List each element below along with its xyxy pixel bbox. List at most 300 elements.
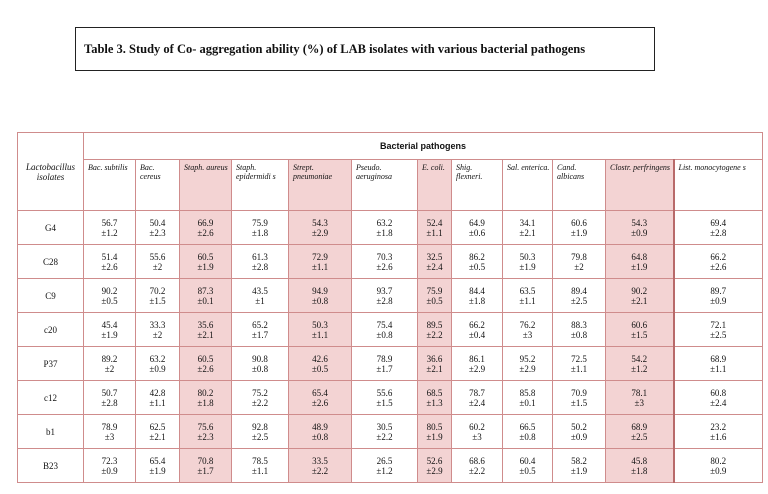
isolate-cell: P37 bbox=[18, 347, 84, 381]
mean-value: 89.7 bbox=[710, 285, 727, 296]
mean-value: 55.6 bbox=[149, 251, 166, 262]
value-cell bbox=[136, 449, 180, 483]
mean-value: 33.3 bbox=[149, 319, 166, 330]
value-cell bbox=[136, 381, 180, 415]
mean-value: 60.6 bbox=[631, 319, 648, 330]
mean-value: 50.3 bbox=[312, 319, 328, 330]
value-cell bbox=[606, 415, 674, 449]
sd-value: ±0.8 bbox=[376, 329, 393, 340]
sd-value: ±1.1 bbox=[519, 295, 536, 306]
value-cell bbox=[674, 449, 763, 483]
value-cell bbox=[553, 381, 606, 415]
sd-value: ±2.5 bbox=[631, 431, 648, 442]
sd-value: ±1.5 bbox=[376, 397, 393, 408]
value-cell bbox=[452, 245, 503, 279]
mean-value: 92.8 bbox=[252, 421, 268, 432]
sd-value: ±0.9 bbox=[570, 431, 588, 442]
mean-value: 72.5 bbox=[571, 353, 587, 364]
value-cell bbox=[452, 211, 503, 245]
value-cell bbox=[352, 313, 418, 347]
value-cell bbox=[503, 313, 553, 347]
sd-value: ±0.8 bbox=[251, 363, 269, 374]
value-cell bbox=[352, 347, 418, 381]
value-cell bbox=[606, 313, 674, 347]
sd-value: ±0.5 bbox=[468, 261, 486, 272]
value-cell bbox=[84, 347, 136, 381]
mean-value: 89.4 bbox=[571, 285, 587, 296]
sd-value: ±1.2 bbox=[376, 465, 393, 476]
sd-value: ±1.5 bbox=[149, 295, 166, 306]
mean-value: 33.5 bbox=[312, 455, 328, 466]
value-cell bbox=[289, 415, 352, 449]
value-cell bbox=[606, 279, 674, 313]
sd-value: ±2.6 bbox=[311, 397, 329, 408]
mean-value: 78.5 bbox=[252, 455, 268, 466]
mean-value: 84.4 bbox=[469, 285, 485, 296]
sd-value: ±2.6 bbox=[710, 261, 727, 272]
sd-value: ±2.3 bbox=[197, 431, 214, 442]
column-header: Sal. enterica. bbox=[503, 160, 553, 211]
column-header: Pseudo. aeruginosa bbox=[352, 160, 418, 211]
sd-value: ±1.9 bbox=[197, 261, 214, 272]
pathogens-header: Bacterial pathogens bbox=[84, 133, 763, 160]
mean-value: 72.3 bbox=[101, 455, 118, 466]
sd-value: ±2.8 bbox=[710, 227, 727, 238]
sd-value: ±1.1 bbox=[251, 465, 269, 476]
mean-value: 63.5 bbox=[519, 285, 536, 296]
mean-value: 42.6 bbox=[312, 353, 328, 364]
mean-value: 70.9 bbox=[571, 387, 587, 398]
sd-value: ±1.8 bbox=[631, 465, 648, 476]
sd-value: ±2.6 bbox=[197, 363, 214, 374]
sd-value: ±1.8 bbox=[251, 227, 269, 238]
value-cell bbox=[674, 347, 763, 381]
sd-value: ±3 bbox=[634, 397, 644, 408]
sd-value: ±3 bbox=[472, 431, 482, 442]
mean-value: 58.2 bbox=[571, 455, 587, 466]
mean-value: 90.2 bbox=[101, 285, 118, 296]
sd-value: ±1.1 bbox=[710, 363, 727, 374]
sd-value: ±0.4 bbox=[468, 329, 486, 340]
mean-value: 50.2 bbox=[571, 421, 587, 432]
mean-value: 66.2 bbox=[469, 319, 485, 330]
mean-value: 63.2 bbox=[149, 353, 166, 364]
sd-value: ±0.8 bbox=[570, 329, 588, 340]
isolate-cell: c20 bbox=[18, 313, 84, 347]
mean-value: 90.2 bbox=[631, 285, 648, 296]
isolate-cell: G4 bbox=[18, 211, 84, 245]
value-cell bbox=[180, 449, 232, 483]
mean-value: 43.5 bbox=[252, 285, 268, 296]
mean-value: 86.1 bbox=[469, 353, 485, 364]
sd-value: ±1.9 bbox=[631, 261, 648, 272]
mean-value: 68.9 bbox=[710, 353, 727, 364]
value-cell bbox=[180, 381, 232, 415]
sd-value: ±1.7 bbox=[197, 465, 214, 476]
coaggregation-table bbox=[17, 132, 763, 483]
value-cell bbox=[503, 211, 553, 245]
mean-value: 88.3 bbox=[571, 319, 587, 330]
sd-value: ±2.1 bbox=[519, 227, 536, 238]
value-cell bbox=[180, 415, 232, 449]
value-cell bbox=[503, 449, 553, 483]
value-cell bbox=[352, 449, 418, 483]
sd-value: ±1 bbox=[255, 295, 265, 306]
sd-value: ±0.5 bbox=[101, 295, 118, 306]
value-cell bbox=[452, 279, 503, 313]
sd-value: ±2.8 bbox=[376, 295, 393, 306]
value-cell bbox=[452, 415, 503, 449]
value-cell bbox=[553, 347, 606, 381]
column-header: Bac. cereus bbox=[136, 160, 180, 211]
sd-value: ±0.5 bbox=[426, 295, 443, 306]
value-cell bbox=[232, 347, 289, 381]
mean-value: 60.6 bbox=[571, 217, 587, 228]
mean-value: 54.2 bbox=[631, 353, 648, 364]
sd-value: ±2.2 bbox=[468, 465, 486, 476]
mean-value: 62.5 bbox=[149, 421, 166, 432]
mean-value: 60.4 bbox=[519, 455, 536, 466]
value-cell bbox=[418, 313, 452, 347]
mean-value: 86.2 bbox=[469, 251, 485, 262]
sd-value: ±2 bbox=[574, 261, 584, 272]
sd-value: ±1.9 bbox=[570, 227, 588, 238]
sd-value: ±1.1 bbox=[426, 227, 443, 238]
column-header: List. monocytogene s bbox=[674, 160, 763, 211]
mean-value: 54.3 bbox=[312, 217, 328, 228]
value-cell bbox=[674, 279, 763, 313]
mean-value: 78.1 bbox=[631, 387, 648, 398]
sd-value: ±1.1 bbox=[311, 329, 329, 340]
mean-value: 60.5 bbox=[197, 353, 214, 364]
mean-value: 65.2 bbox=[252, 319, 268, 330]
mean-value: 70.3 bbox=[376, 251, 393, 262]
sd-value: ±2.4 bbox=[426, 261, 443, 272]
sd-value: ±1.9 bbox=[101, 329, 118, 340]
mean-value: 55.6 bbox=[376, 387, 393, 398]
value-cell bbox=[352, 211, 418, 245]
value-cell bbox=[352, 415, 418, 449]
value-cell bbox=[180, 279, 232, 313]
value-cell bbox=[289, 211, 352, 245]
value-cell bbox=[289, 313, 352, 347]
value-cell bbox=[503, 245, 553, 279]
value-cell bbox=[352, 245, 418, 279]
mean-value: 45.4 bbox=[101, 319, 118, 330]
sd-value: ±1.1 bbox=[570, 363, 588, 374]
value-cell bbox=[674, 381, 763, 415]
value-cell bbox=[452, 449, 503, 483]
sd-value: ±0.9 bbox=[149, 363, 166, 374]
value-cell bbox=[136, 415, 180, 449]
value-cell bbox=[136, 245, 180, 279]
sd-value: ±1.7 bbox=[376, 363, 393, 374]
mean-value: 48.9 bbox=[312, 421, 328, 432]
value-cell bbox=[503, 347, 553, 381]
value-cell bbox=[289, 245, 352, 279]
mean-value: 54.3 bbox=[631, 217, 648, 228]
value-cell bbox=[418, 211, 452, 245]
sd-value: ±2.5 bbox=[710, 329, 727, 340]
isolate-cell: C9 bbox=[18, 279, 84, 313]
sd-value: ±1.3 bbox=[426, 397, 443, 408]
value-cell bbox=[418, 347, 452, 381]
sd-value: ±2.6 bbox=[101, 261, 118, 272]
mean-value: 68.5 bbox=[426, 387, 443, 398]
value-cell bbox=[232, 279, 289, 313]
mean-value: 52.4 bbox=[426, 217, 443, 228]
sd-value: ±2.2 bbox=[311, 465, 329, 476]
isolate-cell: B23 bbox=[18, 449, 84, 483]
table-row bbox=[18, 381, 763, 415]
sd-value: ±1.1 bbox=[311, 261, 329, 272]
mean-value: 63.2 bbox=[376, 217, 393, 228]
value-cell bbox=[84, 279, 136, 313]
value-cell bbox=[503, 415, 553, 449]
value-cell bbox=[418, 245, 452, 279]
sd-value: ±2 bbox=[104, 363, 115, 374]
isolate-cell: c12 bbox=[18, 381, 84, 415]
table-title: Table 3. Study of Co- aggregation ability (%) of LAB isolates with various bacterial pathogens bbox=[75, 27, 655, 71]
table-row bbox=[18, 313, 763, 347]
value-cell bbox=[289, 381, 352, 415]
sd-value: ±1.6 bbox=[710, 431, 727, 442]
table-row bbox=[18, 245, 763, 279]
value-cell bbox=[553, 415, 606, 449]
value-cell bbox=[84, 313, 136, 347]
sd-value: ±0.1 bbox=[197, 295, 214, 306]
sd-value: ±2.9 bbox=[426, 465, 443, 476]
value-cell bbox=[674, 245, 763, 279]
mean-value: 23.2 bbox=[710, 421, 727, 432]
mean-value: 68.9 bbox=[631, 421, 648, 432]
value-cell bbox=[180, 313, 232, 347]
mean-value: 89.2 bbox=[101, 353, 118, 364]
mean-value: 42.8 bbox=[149, 387, 166, 398]
mean-value: 26.5 bbox=[376, 455, 393, 466]
sd-value: ±0.9 bbox=[710, 295, 727, 306]
sd-value: ±1.9 bbox=[519, 261, 536, 272]
mean-value: 32.5 bbox=[426, 251, 443, 262]
column-header: E. coli. bbox=[418, 160, 452, 211]
sd-value: ±0.9 bbox=[710, 465, 727, 476]
mean-value: 66.2 bbox=[710, 251, 727, 262]
sd-value: ±2 bbox=[152, 329, 163, 340]
value-cell bbox=[553, 279, 606, 313]
sd-value: ±1.2 bbox=[631, 363, 648, 374]
mean-value: 45.8 bbox=[631, 455, 648, 466]
sd-value: ±2.3 bbox=[149, 227, 166, 238]
value-cell bbox=[84, 449, 136, 483]
mean-value: 87.3 bbox=[197, 285, 214, 296]
column-header: Strept. pneumoniae bbox=[289, 160, 352, 211]
sd-value: ±1.9 bbox=[426, 431, 443, 442]
value-cell bbox=[232, 449, 289, 483]
mean-value: 78.7 bbox=[469, 387, 485, 398]
isolate-cell: C28 bbox=[18, 245, 84, 279]
sd-value: ±2.1 bbox=[149, 431, 166, 442]
value-cell bbox=[606, 211, 674, 245]
table-row bbox=[18, 211, 763, 245]
sd-value: ±0.8 bbox=[519, 431, 536, 442]
mean-value: 50.3 bbox=[519, 251, 536, 262]
mean-value: 52.6 bbox=[426, 455, 443, 466]
value-cell bbox=[674, 211, 763, 245]
value-cell bbox=[418, 449, 452, 483]
value-cell bbox=[606, 381, 674, 415]
sd-value: ±2.9 bbox=[468, 363, 486, 374]
sd-value: ±1.7 bbox=[251, 329, 269, 340]
value-cell bbox=[553, 449, 606, 483]
sd-value: ±2.2 bbox=[376, 431, 393, 442]
value-cell bbox=[232, 381, 289, 415]
sd-value: ±1.1 bbox=[149, 397, 166, 408]
mean-value: 61.3 bbox=[252, 251, 268, 262]
value-cell bbox=[352, 279, 418, 313]
value-cell bbox=[352, 381, 418, 415]
table-row bbox=[18, 279, 763, 313]
sd-value: ±0.9 bbox=[631, 227, 648, 238]
sd-value: ±1.8 bbox=[376, 227, 393, 238]
sd-value: ±1.5 bbox=[631, 329, 648, 340]
mean-value: 51.4 bbox=[101, 251, 118, 262]
value-cell bbox=[606, 245, 674, 279]
mean-value: 76.2 bbox=[519, 319, 536, 330]
value-cell bbox=[503, 381, 553, 415]
sd-value: ±2.5 bbox=[251, 431, 269, 442]
sd-value: ±0.8 bbox=[311, 295, 329, 306]
mean-value: 75.4 bbox=[376, 319, 393, 330]
mean-value: 75.2 bbox=[252, 387, 268, 398]
table-row bbox=[18, 449, 763, 483]
mean-value: 68.6 bbox=[469, 455, 485, 466]
sd-value: ±2.1 bbox=[631, 295, 648, 306]
mean-value: 60.5 bbox=[197, 251, 214, 262]
sd-value: ±2.8 bbox=[251, 261, 269, 272]
value-cell bbox=[452, 381, 503, 415]
mean-value: 75.6 bbox=[197, 421, 214, 432]
value-cell bbox=[136, 313, 180, 347]
sd-value: ±2.9 bbox=[519, 363, 536, 374]
value-cell bbox=[452, 313, 503, 347]
mean-value: 50.4 bbox=[149, 217, 166, 228]
sd-value: ±2.4 bbox=[710, 397, 727, 408]
column-header: Clostr. perfringens bbox=[606, 160, 674, 211]
value-cell bbox=[674, 313, 763, 347]
mean-value: 89.5 bbox=[426, 319, 443, 330]
value-cell bbox=[232, 211, 289, 245]
mean-value: 70.8 bbox=[197, 455, 214, 466]
value-cell bbox=[503, 279, 553, 313]
value-cell bbox=[418, 415, 452, 449]
sd-value: ±0.1 bbox=[519, 397, 536, 408]
mean-value: 34.1 bbox=[519, 217, 536, 228]
sd-value: ±2.1 bbox=[426, 363, 443, 374]
value-cell bbox=[553, 211, 606, 245]
value-cell bbox=[606, 347, 674, 381]
mean-value: 64.9 bbox=[469, 217, 485, 228]
sd-value: ±1.8 bbox=[468, 295, 486, 306]
mean-value: 66.5 bbox=[519, 421, 536, 432]
value-cell bbox=[232, 313, 289, 347]
sd-value: ±2.8 bbox=[101, 397, 118, 408]
value-cell bbox=[84, 381, 136, 415]
sd-value: ±2.9 bbox=[311, 227, 329, 238]
value-cell bbox=[289, 279, 352, 313]
sd-value: ±1.8 bbox=[197, 397, 214, 408]
sd-value: ±2.2 bbox=[426, 329, 443, 340]
value-cell bbox=[452, 347, 503, 381]
sd-value: ±0.9 bbox=[101, 465, 118, 476]
mean-value: 65.4 bbox=[149, 455, 166, 466]
mean-value: 36.6 bbox=[426, 353, 443, 364]
sd-value: ±2 bbox=[152, 261, 163, 272]
value-cell bbox=[180, 211, 232, 245]
sd-value: ±1.2 bbox=[101, 227, 118, 238]
sd-value: ±2.6 bbox=[376, 261, 393, 272]
sd-value: ±3 bbox=[104, 431, 115, 442]
column-header: Staph. aureus bbox=[180, 160, 232, 211]
mean-value: 72.9 bbox=[312, 251, 328, 262]
mean-value: 90.8 bbox=[252, 353, 268, 364]
value-cell bbox=[232, 245, 289, 279]
mean-value: 30.5 bbox=[376, 421, 393, 432]
mean-value: 80.2 bbox=[197, 387, 214, 398]
sd-value: ±3 bbox=[522, 329, 533, 340]
mean-value: 75.9 bbox=[252, 217, 268, 228]
value-cell bbox=[232, 415, 289, 449]
value-cell bbox=[136, 211, 180, 245]
sd-value: ±2.2 bbox=[251, 397, 269, 408]
value-cell bbox=[180, 245, 232, 279]
sd-value: ±2.4 bbox=[468, 397, 486, 408]
sd-value: ±0.8 bbox=[311, 431, 329, 442]
value-cell bbox=[418, 279, 452, 313]
value-cell bbox=[606, 449, 674, 483]
column-header: Staph. epidermidi s bbox=[232, 160, 289, 211]
value-cell bbox=[84, 211, 136, 245]
mean-value: 50.7 bbox=[101, 387, 118, 398]
value-cell bbox=[553, 313, 606, 347]
sd-value: ±0.5 bbox=[519, 465, 536, 476]
value-cell bbox=[553, 245, 606, 279]
value-cell bbox=[136, 347, 180, 381]
sd-value: ±2.1 bbox=[197, 329, 214, 340]
sd-value: ±0.5 bbox=[311, 363, 329, 374]
mean-value: 60.2 bbox=[469, 421, 485, 432]
column-header: Bac. subtilis bbox=[84, 160, 136, 211]
mean-value: 75.9 bbox=[426, 285, 443, 296]
value-cell bbox=[180, 347, 232, 381]
isolate-cell: b1 bbox=[18, 415, 84, 449]
value-cell bbox=[418, 381, 452, 415]
mean-value: 79.8 bbox=[571, 251, 587, 262]
mean-value: 78.9 bbox=[101, 421, 118, 432]
mean-value: 60.8 bbox=[710, 387, 727, 398]
sd-value: ±1.9 bbox=[149, 465, 166, 476]
value-cell bbox=[289, 347, 352, 381]
isolates-header: Lactobacillus isolates bbox=[18, 133, 84, 211]
mean-value: 56.7 bbox=[101, 217, 118, 228]
sd-value: ±0.6 bbox=[468, 227, 486, 238]
value-cell bbox=[136, 279, 180, 313]
value-cell bbox=[289, 449, 352, 483]
sd-value: ±2.5 bbox=[570, 295, 588, 306]
mean-value: 80.2 bbox=[710, 455, 727, 466]
mean-value: 95.2 bbox=[519, 353, 536, 364]
sd-value: ±1.5 bbox=[570, 397, 588, 408]
table-row bbox=[18, 415, 763, 449]
